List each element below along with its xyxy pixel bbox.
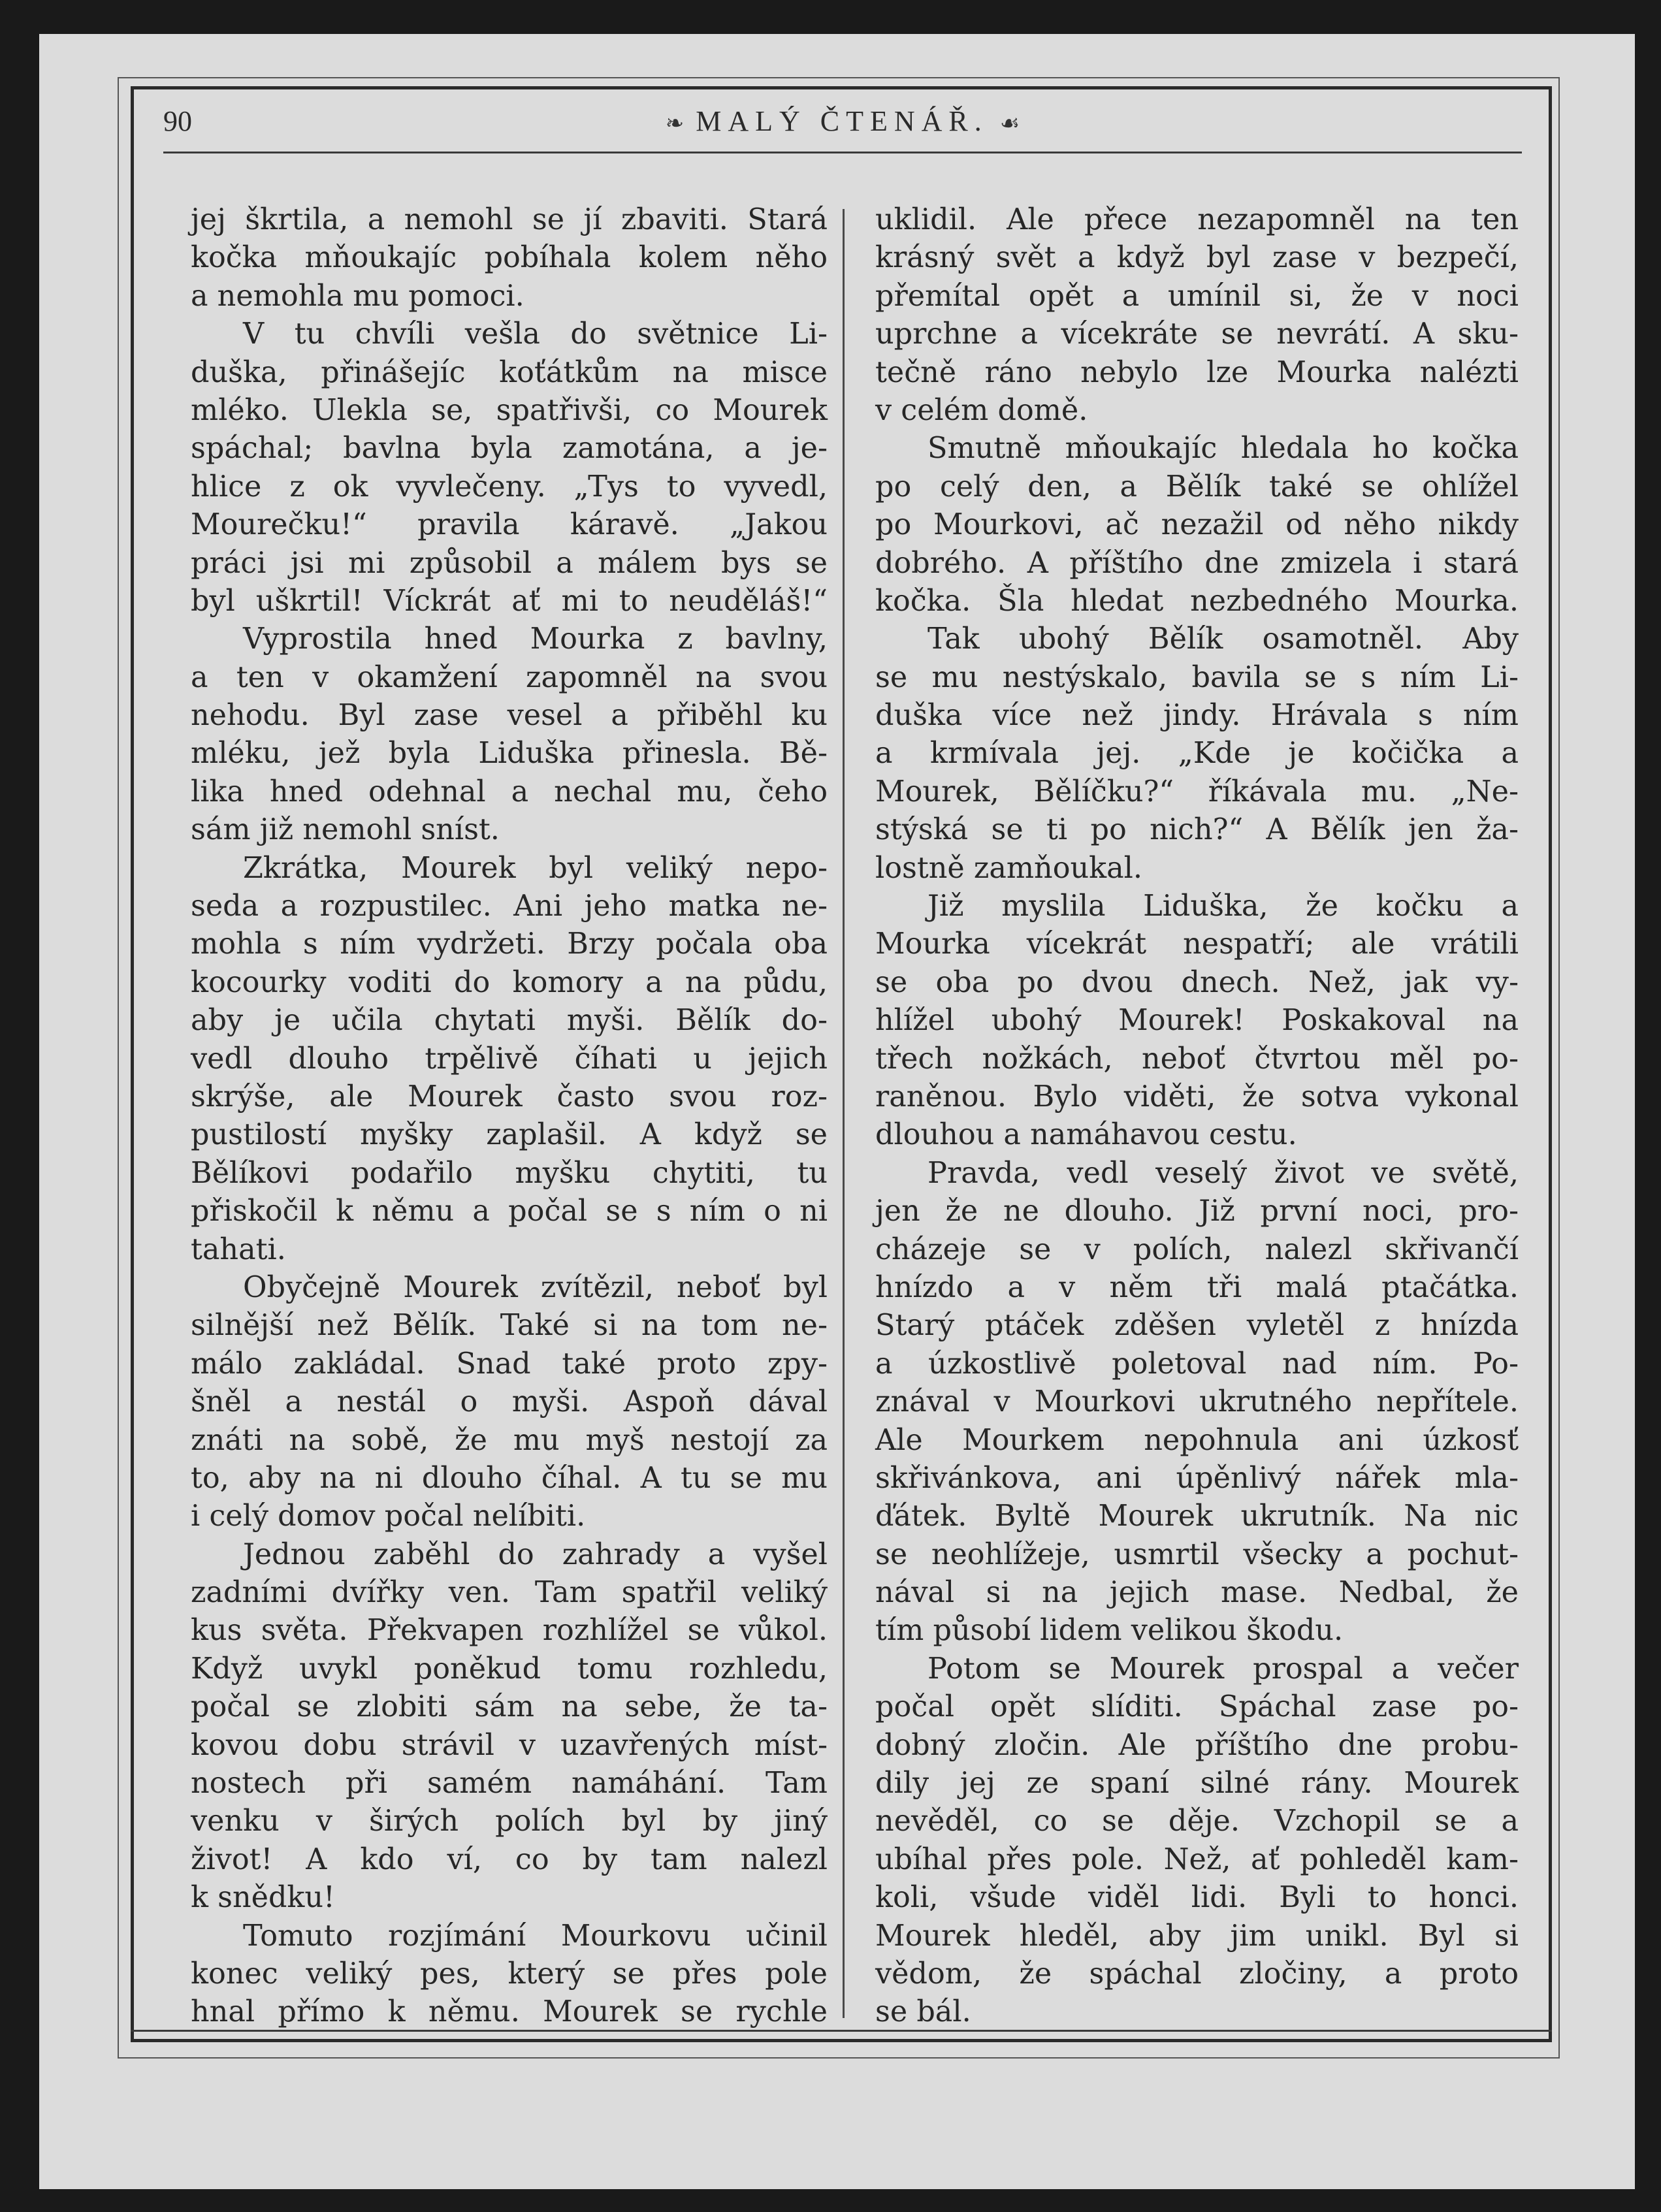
text-line: tím působí lidem velikou škodu. bbox=[875, 1614, 1344, 1648]
text-line: přemítal opět a umínil si, že v noci bbox=[875, 279, 1519, 313]
text-line: Tomuto rozjímání Mourkovu učinil bbox=[243, 1919, 828, 1953]
text-line: dobrého. A příštího dne zmizela i stará bbox=[875, 546, 1519, 580]
text-line: počal se zlobiti sám na sebe, že ta- bbox=[191, 1690, 828, 1724]
text-line: mléku, jež byla Liduška přinesla. Bě- bbox=[191, 737, 828, 771]
text-line: ubíhal přes pole. Než, ať pohleděl kam- bbox=[875, 1842, 1519, 1876]
text-line: koli, všude viděl lidi. Byli to honci. bbox=[875, 1881, 1519, 1915]
text-line: málo zakládal. Snad také proto zpy- bbox=[191, 1347, 828, 1381]
text-line: stýská se ti po nich?“ A Bělík jen ža- bbox=[875, 813, 1519, 847]
text-line: a úzkostlivě poletoval nad ním. Po- bbox=[875, 1347, 1519, 1381]
running-title: MALÝ ČTENÁŘ. bbox=[696, 105, 988, 137]
text-line: kocourky voditi do komory a na půdu, bbox=[191, 965, 828, 999]
text-line: přiskočil k němu a počal se s ním o ni bbox=[191, 1194, 828, 1228]
text-line: kovou dobu strávil v uzavřených míst- bbox=[191, 1728, 828, 1762]
text-line: Bělíkovi podařilo myšku chytiti, tu bbox=[191, 1156, 828, 1190]
text-line: jej škrtila, a nemohl se jí zbaviti. Stará bbox=[191, 203, 828, 236]
footer-rule bbox=[131, 2030, 1552, 2032]
text-line: hlice z ok vyvlečeny. „Tys to vyvedl, bbox=[191, 470, 828, 504]
text-line: kočka mňoukajíc pobíhala kolem něho bbox=[191, 241, 828, 275]
text-line: nával si na jejich mase. Nedbal, že bbox=[875, 1576, 1519, 1610]
ornament-left-icon: ❧ bbox=[665, 112, 685, 136]
text-line: v celém domě. bbox=[875, 393, 1088, 427]
text-line: skrýše, ale Mourek často svou roz- bbox=[191, 1080, 828, 1114]
text-line: konec veliký pes, který se přes pole bbox=[191, 1957, 828, 1991]
text-line: Smutně mňoukajíc hledala ho kočka bbox=[927, 432, 1519, 466]
running-header bbox=[163, 104, 1522, 144]
text-line: počal opět slíditi. Spáchal zase po- bbox=[875, 1690, 1519, 1724]
text-line: to, aby na ni dlouho číhal. A tu se mu bbox=[191, 1461, 828, 1495]
text-line: Již myslila Liduška, že kočku a bbox=[927, 890, 1519, 923]
left-text-column bbox=[191, 201, 828, 2032]
text-line: hnal přímo k němu. Mourek se rychle bbox=[191, 1995, 828, 2029]
text-line: nehodu. Byl zase vesel a přiběhl ku bbox=[191, 699, 828, 733]
text-line: šněl a nestál o myši. Aspoň dával bbox=[191, 1385, 828, 1419]
text-line: k snědku! bbox=[191, 1881, 335, 1915]
text-line: Zkrátka, Mourek byl veliký nepo- bbox=[243, 851, 828, 885]
text-line: dobný zločin. Ale příštího dne probu- bbox=[875, 1728, 1519, 1762]
text-line: lostně zamňoukal. bbox=[875, 851, 1143, 885]
text-line: práci jsi mi způsobil a málem bys se bbox=[191, 546, 828, 580]
ornament-right-icon: ☙ bbox=[999, 112, 1020, 136]
right-text-column bbox=[875, 201, 1519, 2032]
text-line: krásný svět a když byl zase v bezpečí, bbox=[875, 241, 1519, 275]
text-line: hlížel ubohý Mourek! Poskakoval na bbox=[875, 1004, 1519, 1038]
text-line: Starý ptáček zděšen vyletěl z hnízda bbox=[875, 1309, 1519, 1343]
text-line: lika hned odehnal a nechal mu, čeho bbox=[191, 775, 828, 809]
text-line: Ale Mourkem nepohnula ani úzkosť bbox=[875, 1423, 1519, 1457]
text-line: třech nožkách, neboť čtvrtou měl po- bbox=[875, 1042, 1519, 1076]
text-line: sám již nemohl sníst. bbox=[191, 813, 500, 847]
text-line: znáti na sobě, že mu myš nestojí za bbox=[191, 1423, 828, 1457]
text-line: vedl dlouho trpělivě číhati u jejich bbox=[191, 1042, 828, 1076]
page-number: 90 bbox=[163, 105, 192, 137]
text-line: cházeje se v polích, nalezl skřivančí bbox=[875, 1232, 1519, 1266]
text-line: Tak ubohý Bělík osamotněl. Aby bbox=[927, 622, 1519, 656]
text-line: nevěděl, co se děje. Vzchopil se a bbox=[875, 1804, 1519, 1838]
text-line: Vyprostila hned Mourka z bavlny, bbox=[243, 622, 828, 656]
text-line: Mourek hleděl, aby jim unikl. Byl si bbox=[875, 1919, 1519, 1953]
text-line: hnízdo a v něm tři malá ptačátka. bbox=[875, 1270, 1519, 1304]
text-line: pustilostí myšky zaplašil. A když se bbox=[191, 1118, 828, 1152]
text-line: venku v širých polích byl by jiný bbox=[191, 1804, 828, 1838]
text-line: dlouhou a namáhavou cestu. bbox=[875, 1118, 1297, 1152]
text-line: Potom se Mourek prospal a večer bbox=[927, 1652, 1519, 1686]
text-line: duška, přinášejíc koťátkům na misce bbox=[191, 355, 828, 389]
text-line: Obyčejně Mourek zvítězil, neboť byl bbox=[243, 1270, 828, 1304]
text-line: Mourek, Bělíčku?“ říkávala mu. „Ne- bbox=[875, 775, 1519, 809]
text-line: kočka. Šla hledat nezbedného Mourka. bbox=[875, 584, 1519, 618]
text-line: tečně ráno nebylo lze Mourka nalézti bbox=[875, 355, 1519, 389]
text-line: mléko. Ulekla se, spatřivši, co Mourek bbox=[191, 393, 828, 427]
text-line: a nemohla mu pomoci. bbox=[191, 279, 524, 313]
text-line: uprchne a vícekráte se nevrátí. A sku- bbox=[875, 317, 1519, 351]
text-line: Jednou zaběhl do zahrady a vyšel bbox=[243, 1537, 828, 1571]
text-line: znával v Mourkovi ukrutného nepřítele. bbox=[875, 1385, 1519, 1419]
text-line: vědom, že spáchal zločiny, a proto bbox=[875, 1957, 1519, 1991]
text-line: dily jej ze spaní silné rány. Mourek bbox=[875, 1767, 1519, 1801]
text-line: po Mourkovi, ač nezažil od něho nikdy bbox=[875, 508, 1519, 542]
text-line: spáchal; bavlna byla zamotána, a je- bbox=[191, 432, 828, 466]
text-line: kus světa. Překvapen rozhlížel se vůkol. bbox=[191, 1614, 828, 1648]
text-line: skřivánkova, ani úpěnlivý nářek mla- bbox=[875, 1461, 1519, 1495]
text-line: mohla s ním vydržeti. Brzy počala oba bbox=[191, 927, 828, 961]
text-line: ďátek. Byltě Mourek ukrutník. Na nic bbox=[875, 1499, 1519, 1533]
text-line: jen že ne dlouho. Již první noci, pro- bbox=[875, 1194, 1519, 1228]
text-line: raněnou. Bylo viděti, že sotva vykonal bbox=[875, 1080, 1519, 1114]
text-line: Mourka vícekrát nespatří; ale vrátili bbox=[875, 927, 1519, 961]
text-line: po celý den, a Bělík také se ohlížel bbox=[875, 470, 1519, 504]
text-line: Mourečku!“ pravila káravě. „Jakou bbox=[191, 508, 828, 542]
text-line: duška více než jindy. Hrávala s ním bbox=[875, 699, 1519, 733]
text-line: nostech při samém namáhání. Tam bbox=[191, 1767, 828, 1801]
text-line: uklidil. Ale přece nezapomněl na ten bbox=[875, 203, 1519, 236]
text-line: se neohlížeje, usmrtil všecky a pochut- bbox=[875, 1537, 1519, 1571]
text-line: tahati. bbox=[191, 1232, 286, 1266]
text-line: se mu nestýskalo, bavila se s ním Li- bbox=[875, 660, 1519, 694]
text-line: seda a rozpustilec. Ani jeho matka ne- bbox=[191, 890, 828, 923]
text-line: a krmívala jej. „Kde je kočička a bbox=[875, 737, 1519, 771]
text-line: Když uvykl poněkud tomu rozhledu, bbox=[191, 1652, 828, 1686]
text-line: i celý domov počal nelíbiti. bbox=[191, 1499, 586, 1533]
text-line: V tu chvíli vešla do světnice Li- bbox=[243, 317, 828, 351]
text-line: zadními dvířky ven. Tam spatřil veliký bbox=[191, 1576, 828, 1610]
text-line: život! A kdo ví, co by tam nalezl bbox=[191, 1842, 828, 1876]
text-line: a ten v okamžení zapomněl na svou bbox=[191, 660, 828, 694]
column-divider bbox=[843, 209, 845, 2018]
text-line: aby je učila chytati myši. Bělík do- bbox=[191, 1004, 828, 1038]
header-rule bbox=[163, 152, 1522, 153]
text-line: se oba po dvou dnech. Než, jak vy- bbox=[875, 965, 1519, 999]
running-title-wrap bbox=[163, 104, 1522, 138]
text-line: byl uškrtil! Víckrát ať mi to neuděláš!“ bbox=[191, 584, 828, 618]
text-line: Pravda, vedl veselý život ve světě, bbox=[927, 1156, 1519, 1190]
text-line: se bál. bbox=[875, 1995, 971, 2029]
text-line: silnější než Bělík. Také si na tom ne- bbox=[191, 1309, 828, 1343]
